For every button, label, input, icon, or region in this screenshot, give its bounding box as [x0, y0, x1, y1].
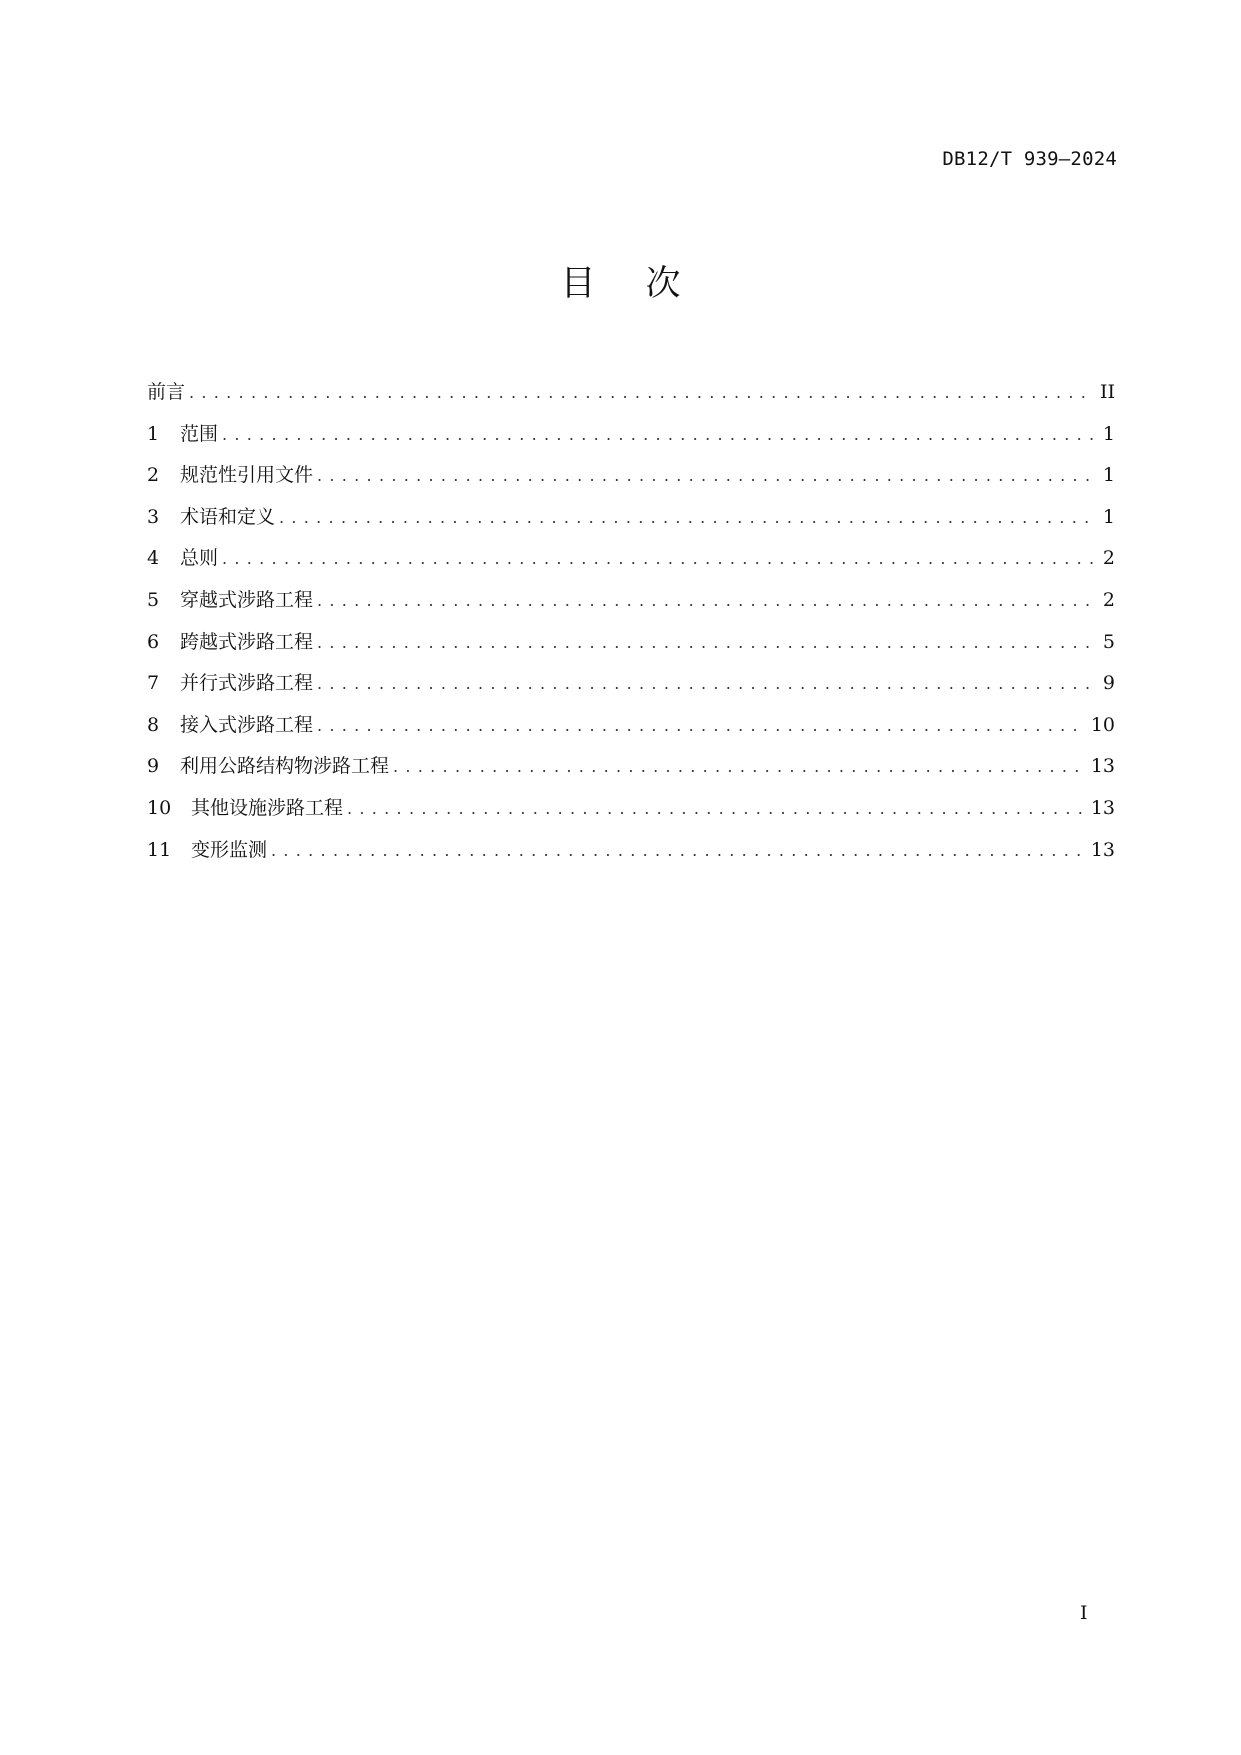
page-number: I: [1080, 1602, 1088, 1624]
toc-entry-page: II: [1099, 381, 1115, 403]
toc-entry-label: 规范性引用文件: [180, 464, 314, 487]
toc-entry-label: 跨越式涉路工程: [180, 630, 314, 653]
toc-entry-page: 13: [1090, 796, 1115, 819]
toc-entry-number: 7: [147, 672, 160, 695]
table-of-contents: [147, 372, 1115, 871]
toc-entry-page: 2: [1102, 547, 1115, 570]
toc-entry-normative-references[interactable]: [147, 455, 1115, 497]
toc-entry-crossing-under[interactable]: [147, 580, 1115, 622]
toc-leader-dots: [317, 663, 1095, 705]
toc-entry-number: 6: [147, 630, 160, 653]
toc-entry-page: 1: [1102, 464, 1115, 487]
toc-entry-page: 13: [1090, 838, 1115, 861]
toc-leader-dots: [317, 580, 1095, 622]
toc-entry-access[interactable]: [147, 705, 1115, 747]
toc-entry-page: 13: [1090, 755, 1115, 778]
toc-entry-crossing-over[interactable]: [147, 622, 1115, 664]
toc-entry-road-structures[interactable]: [147, 746, 1115, 788]
toc-entry-general[interactable]: [147, 538, 1115, 580]
toc-leader-dots: [317, 455, 1095, 497]
toc-entry-label: 前言: [147, 381, 186, 403]
toc-leader-dots: [317, 705, 1085, 747]
toc-leader-dots: [222, 414, 1095, 456]
toc-entry-deformation-monitoring[interactable]: [147, 830, 1115, 872]
toc-entry-scope[interactable]: [147, 414, 1115, 456]
toc-entry-label: 其他设施涉路工程: [191, 796, 344, 819]
toc-entry-label: 利用公路结构物涉路工程: [180, 755, 390, 778]
toc-entry-label: 穿越式涉路工程: [180, 588, 314, 611]
toc-leader-dots: [393, 746, 1085, 788]
toc-entry-label: 总则: [180, 547, 219, 570]
toc-entry-number: 3: [147, 505, 160, 528]
toc-leader-dots: [347, 788, 1085, 830]
toc-entry-terms-definitions[interactable]: [147, 497, 1115, 539]
toc-entry-page: 9: [1102, 672, 1115, 695]
toc-entry-number: 9: [147, 755, 160, 778]
toc-entry-label: 变形监测: [191, 838, 268, 861]
toc-entry-page: 1: [1102, 505, 1115, 528]
page-title: 目次: [560, 264, 731, 304]
document-code: DB12/T 939—2024: [942, 148, 1117, 170]
toc-entry-number: 11: [147, 838, 172, 861]
toc-entry-label: 范围: [180, 422, 219, 445]
toc-entry-number: 5: [147, 588, 160, 611]
toc-entry-label: 接入式涉路工程: [180, 713, 314, 736]
toc-entry-page: 1: [1102, 422, 1115, 445]
toc-entry-page: 5: [1102, 630, 1115, 653]
toc-leader-dots: [222, 538, 1095, 580]
toc-entry-number: 1: [147, 422, 160, 445]
toc-entry-number: 4: [147, 547, 160, 570]
toc-leader-dots: [317, 622, 1095, 664]
toc-entry-foreword[interactable]: [147, 372, 1115, 414]
toc-entry-number: 10: [147, 796, 172, 819]
toc-entry-page: 2: [1102, 588, 1115, 611]
toc-entry-page: 10: [1090, 713, 1115, 736]
toc-leader-dots: [279, 497, 1095, 539]
toc-entry-other-facilities[interactable]: [147, 788, 1115, 830]
toc-leader-dots: [189, 372, 1094, 414]
toc-entry-number: 2: [147, 464, 160, 487]
toc-entry-number: 8: [147, 713, 160, 736]
toc-leader-dots: [271, 830, 1085, 872]
toc-entry-label: 术语和定义: [180, 505, 276, 528]
toc-entry-parallel[interactable]: [147, 663, 1115, 705]
toc-entry-label: 并行式涉路工程: [180, 672, 314, 695]
